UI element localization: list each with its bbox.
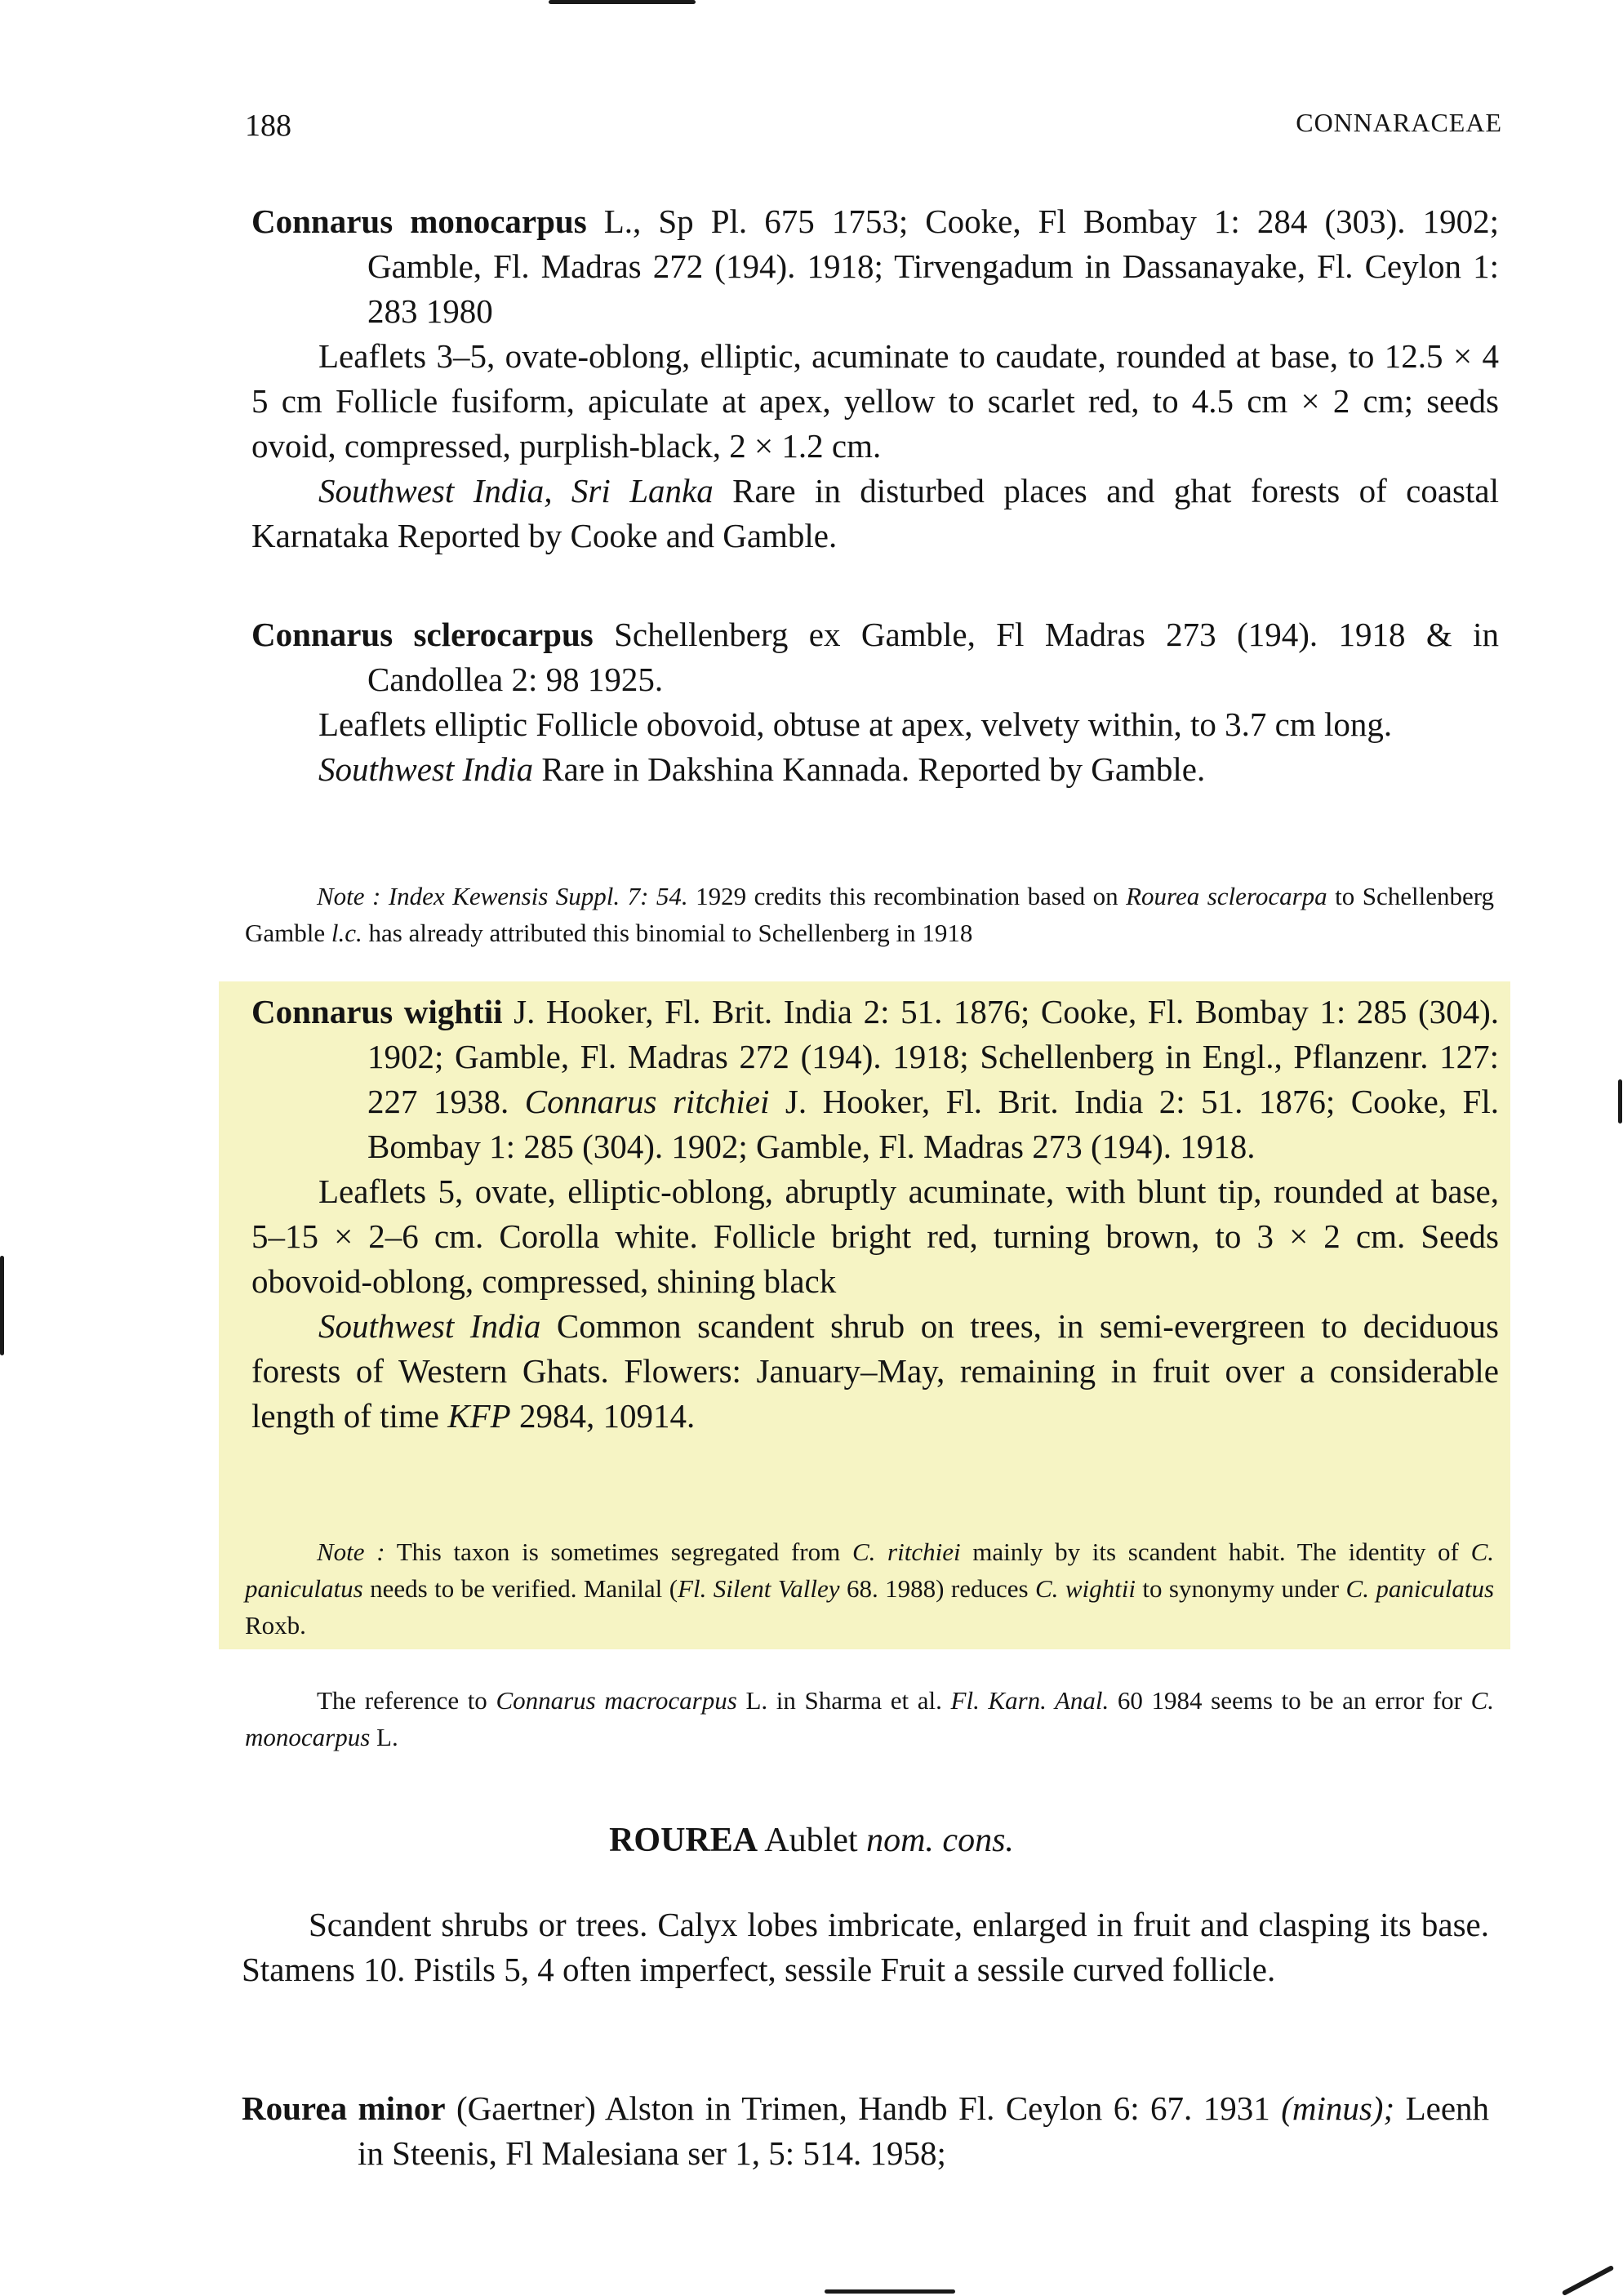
citation-text: (Gaertner) Alston in Trimen, Handb Fl. Ceylon 6: 67. 1931 <box>456 2089 1270 2127</box>
note-text: has already attributed this binomial to Schellenberg in 1918 <box>368 919 973 947</box>
species-entry-wightii <box>251 990 1499 1439</box>
specimen-code: KFP <box>447 1397 511 1435</box>
genus-description-text: Scandent shrubs or trees. Calyx lobes imbricate, enlarged in fruit and clasping its base. Stamens 10. Pistils 5, 4 often imperfect, sessile Fruit a sessile curved follicle. <box>242 1906 1489 1988</box>
citation-text: L., Sp Pl. 675 1753; Cooke, Fl Bombay 1: 284 (303). 1902; Gamble, Fl. Madras 272 (194). 1918; Tirvengadum in Dassanayake, Fl. Ceylon 1: 283 1980 <box>367 202 1499 330</box>
note-text: This taxon is sometimes segregated from <box>396 1537 841 1566</box>
species-name: Rourea minor <box>242 2089 446 2127</box>
note-text: Roxb. <box>245 1611 306 1640</box>
distribution-region: Southwest India, Sri Lanka <box>318 472 714 509</box>
scan-mark-corner <box>1562 2265 1615 2296</box>
genus-heading <box>0 1821 1623 1860</box>
note-species: Connarus macrocarpus <box>496 1686 737 1715</box>
scan-mark-top <box>549 0 696 4</box>
family-title: CONNARACEAE <box>1296 108 1502 137</box>
distribution-region: Southwest India <box>318 1307 541 1345</box>
note-lc: l.c. <box>331 919 362 947</box>
note-text: 68. 1988) reduces <box>846 1574 1029 1603</box>
citation <box>251 990 1499 1169</box>
note-reference: Index Kewensis Suppl. 7: 54. <box>388 882 688 910</box>
note-text: needs to be verified. Manilal ( <box>370 1574 678 1603</box>
distribution-region: Southwest India <box>318 750 534 788</box>
species-name: Connarus monocarpus <box>251 202 587 240</box>
species-name: Connarus wightii <box>251 993 503 1030</box>
note-text: to Schellenberg Gamble <box>245 882 1495 947</box>
note-species: C. paniculatus <box>245 1537 1495 1603</box>
note-text: to synonymy under <box>1142 1574 1340 1603</box>
scan-mark-bottom <box>825 2289 955 2294</box>
citation-text: Leenh in Steenis, Fl Malesiana ser 1, 5: 514. 1958; <box>358 2089 1490 2172</box>
species-name: Connarus sclerocarpus <box>251 616 594 653</box>
note-text: mainly by its scandent habit. The identity of <box>972 1537 1459 1566</box>
note-text: 60 1984 seems to be an error for <box>1117 1686 1462 1715</box>
distribution <box>251 469 1499 558</box>
page-number: 188 <box>245 109 291 143</box>
description: Leaflets 3–5, ovate-oblong, elliptic, acuminate to caudate, rounded at base, to 12.5 × 4 5 cm Follicle fusiform, apiculate at apex, yellow to scarlet red, to 4.5 cm × 2 cm; seeds ovoid, compressed, purplish-black, 2 × 1.2 cm. <box>251 337 1499 465</box>
name-variant: (minus); <box>1281 2089 1395 2127</box>
scan-mark-left <box>0 1256 4 1355</box>
distribution-text: Rare in Dakshina Kannada. Reported by Gamble. <box>541 750 1206 788</box>
synonym-name: Connarus ritchiei <box>524 1083 770 1120</box>
description: Leaflets 5, ovate, elliptic-oblong, abruptly acuminate, with blunt tip, rounded at base, 5–15 × 2–6 cm. Corolla white. Follicle bright red, turning brown, to 3 × 2 cm. Seeds obovoid-oblong, compressed, shining black <box>251 1172 1499 1300</box>
citation-text: J. Hooker, Fl. Brit. India 2: 51. 1876; Cooke, Fl. Bombay 1: 285 (304). 1902; Gamble, Fl. Madras 272 (194). 1918; Schellenberg in Engl., Pflanzenr. 127: 227 1938. <box>367 993 1500 1120</box>
note-text: The reference to <box>317 1686 487 1715</box>
note-label: Note : <box>317 1537 385 1566</box>
note-label: Note : <box>317 882 381 910</box>
species-entry-sclerocarpus <box>251 612 1499 792</box>
genus-name: ROUREA <box>609 1822 758 1859</box>
note-basionym: Rourea sclerocarpa <box>1126 882 1327 910</box>
citation <box>242 2086 1489 2176</box>
species-entry-rourea-minor <box>242 2086 1489 2176</box>
note-species: C. ritchiei <box>852 1537 961 1566</box>
species-entry-monocarpus <box>251 199 1499 558</box>
note-sclerocarpus <box>245 878 1494 951</box>
distribution <box>251 747 1499 792</box>
description: Leaflets elliptic Follicle obovoid, obtuse at apex, velvety within, to 3.7 cm long. <box>318 705 1393 743</box>
note-reference: Fl. Silent Valley <box>678 1574 840 1603</box>
specimen-numbers: 2984, 10914. <box>518 1397 696 1435</box>
note-text: 1929 credits this recombination based on <box>696 882 1118 910</box>
note-species: C. monocarpus <box>245 1686 1495 1751</box>
note-text: L. <box>376 1723 398 1751</box>
distribution-text: Common scandent shrub on trees, in semi-evergreen to deciduous forests of Western Ghats. Flowers: January–May, remaining in fruit over a considerable length of time <box>251 1307 1500 1435</box>
scan-mark-right <box>1618 1079 1622 1124</box>
citation <box>251 612 1499 702</box>
note-species: C. paniculatus <box>1345 1574 1495 1603</box>
synonym-citation: J. Hooker, Fl. Brit. India 2: 51. 1876; Cooke, Fl. Bombay 1: 285 (304). 1902; Gamble, Fl. Madras 273 (194). 1918. <box>367 1083 1499 1165</box>
note-wightii <box>245 1533 1494 1644</box>
note-species: C. wightii <box>1034 1574 1136 1603</box>
note-macrocarpus <box>245 1682 1494 1755</box>
note-reference: Fl. Karn. Anal. <box>950 1686 1109 1715</box>
distribution-text: Rare in disturbed places and ghat forests of coastal Karnataka Reported by Cooke and Gamble. <box>251 472 1499 554</box>
genus-description <box>242 1902 1489 1992</box>
citation <box>251 199 1499 334</box>
distribution <box>251 1304 1499 1439</box>
note-text: L. in Sharma et al. <box>745 1686 942 1715</box>
genus-status: nom. cons. <box>866 1822 1014 1859</box>
citation-text: Schellenberg ex Gamble, Fl Madras 273 (194). 1918 & in Candollea 2: 98 1925. <box>367 616 1500 698</box>
genus-author: Aublet <box>764 1822 858 1859</box>
